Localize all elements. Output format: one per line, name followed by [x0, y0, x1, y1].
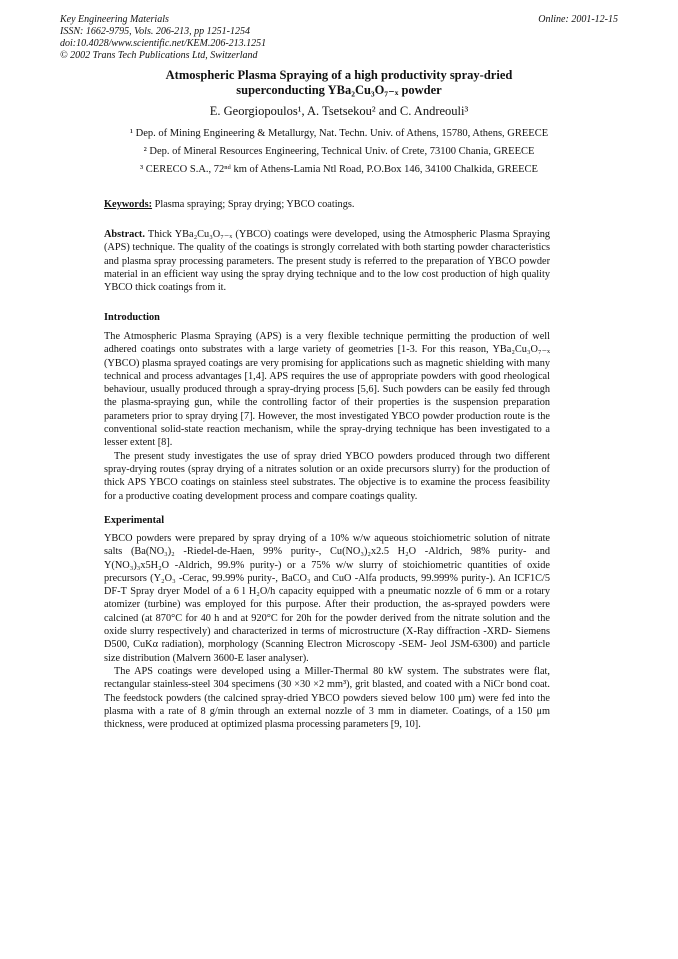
journal-header [60, 14, 266, 62]
introduction-paragraph-2: The present study investigates the use of spray dried YBCO powders produced through two different spray-drying routes (spray drying of a nitrates solution or an oxide precursors slurry) for the production of thick APS YBCO coatings on stainless steel substrates. The objective is to examine the process feasibility for a productive coating development process and compare coatings quality. [104, 450, 550, 502]
experimental-paragraph-1: YBCO powders were prepared by spray drying of a 10% w/w aqueous stoichiometric solution of nitrate salts (Ba(NO₃)₂ -Riedel-de-Haen, 99% purity-, Cu(NO₃)₂x2.5 H₂O -Aldrich, 98% purity- and Y(NO₃)₃x5H₂O -Aldrich, 99.9% purity-) or a 75% w/w slurry of stoichiometric quantities of oxide precursors (Y₂O₃ -Cerac, 99.99% purity-, BaCO₃ and CuO -Alfa products, 99.999% purity-). An ICF1C/5 DF-T Spray dryer Model of a 6 l H₂O/h capacity equipped with a pneumatic nozzle of 6 mm or a rotary atomizer (turbine) was employed for this purpose. After their production, the as-sprayed powders were calcined (at 870°C for 40 h and at 920°C for 20h for the powder derived from the nitrate solution and the oxide slurry respectively) and characterized in terms of microstructure (X-Ray diffraction -XRD- Siemens D500, CuKα radiation), morphology (Scanning Electron Microscopy -SEM- Jeol JSM-6300) and particle size distribution (Malvern 3600-E laser analyser). [104, 533, 550, 664]
experimental-section [104, 532, 550, 731]
introduction-paragraph-1: The Atmospheric Plasma Spraying (APS) is a very flexible technique permitting the production of well adhered coatings onto substrates with a large variety of geometries [1-3. For this reason, YBa₂Cu₃O₇₋ₓ (YBCO) plasma sprayed coatings are very promising for applications such as magnetic shielding with many technical and process advantages [1,4]. APS requires the use of appropriate powders with good rheological behaviour, usually produced through a spray-drying process [5,6]. Such powders can be easily fed through the plasma-spraying gun, while the controlling factor of their properties is the suspension preparation parameters prior to spray drying [7]. However, the most investigated YBCO powder production route is the conventional solid-state reaction mechanism, while the spray-drying technique has been investigated to a lesser extent [8]. [104, 331, 550, 449]
affiliation-list [60, 125, 618, 179]
title-line-2: superconducting YBa₂Cu₃O₇₋ₓ powder [236, 83, 442, 97]
keywords-label: Keywords: [104, 199, 153, 210]
introduction-heading: Introduction [104, 312, 160, 323]
author-list: E. Georgiopoulos¹, A. Tsetsekou² and C. Andreouli³ [209, 104, 469, 118]
doi-line: doi:10.4028/www.scientific.net/KEM.206-213.1251 [60, 38, 267, 49]
abstract-text: Thick YBa₂Cu₃O₇₋ₓ (YBCO) coatings were developed, using the Atmospheric Plasma Spraying (APS) technique. The quality of the coatings is strongly correlated with both starting powder characteristics and plasma spray processing parameters. The present study is referred to the preparation of YBCO powder material in an efficient way using the spray drying technique and to the low cost production of high quality YBCO thick coatings from it. [104, 229, 550, 294]
abstract [104, 228, 550, 294]
paper-title [60, 68, 618, 98]
affiliation-2: ² Dep. of Mineral Resources Engineering, Technical Univ. of Crete, 73100 Chania, GREECE [143, 146, 535, 157]
online-date: Online: 2001-12-15 [538, 14, 618, 25]
issn-line: ISSN: 1662-9795, Vols. 206-213, pp 1251-1254 [60, 26, 250, 37]
abstract-label: Abstract. [104, 229, 145, 240]
affiliation-3: ³ CERECO S.A., 72ⁿᵈ km of Athens-Lamia Ntl Road, P.O.Box 146, 34100 Chalkida, GREECE [140, 164, 538, 175]
journal-name: Key Engineering Materials [60, 14, 169, 25]
experimental-heading: Experimental [104, 515, 165, 526]
keywords-text: Plasma spraying; Spray drying; YBCO coatings. [152, 199, 355, 210]
introduction-section [104, 330, 550, 503]
keywords [104, 198, 550, 211]
title-line-1: Atmospheric Plasma Spraying of a high productivity spray-dried [165, 68, 513, 82]
copyright-line: © 2002 Trans Tech Publications Ltd, Switzerland [60, 50, 258, 61]
affiliation-1: ¹ Dep. of Mining Engineering & Metallurgy, Nat. Techn. Univ. of Athens, 15780, Athens, GREECE [129, 128, 549, 139]
experimental-paragraph-2: The APS coatings were developed using a Miller-Thermal 80 kW system. The substrates were flat, rectangular stainless-steel 304 specimens (30 ×30 ×2 mm³), grit blasted, and coated with a NiCr bond coat. The feedstock powders (the calcined spray-dried YBCO powders sieved below 100 μm) were fed into the plasma with a rate of 8 g/min through an external nozzle of 3 mm in diameter. Coatings, of a 150 μm thickness, were produced at optimized plasma processing parameters [9, 10]. [104, 665, 550, 731]
